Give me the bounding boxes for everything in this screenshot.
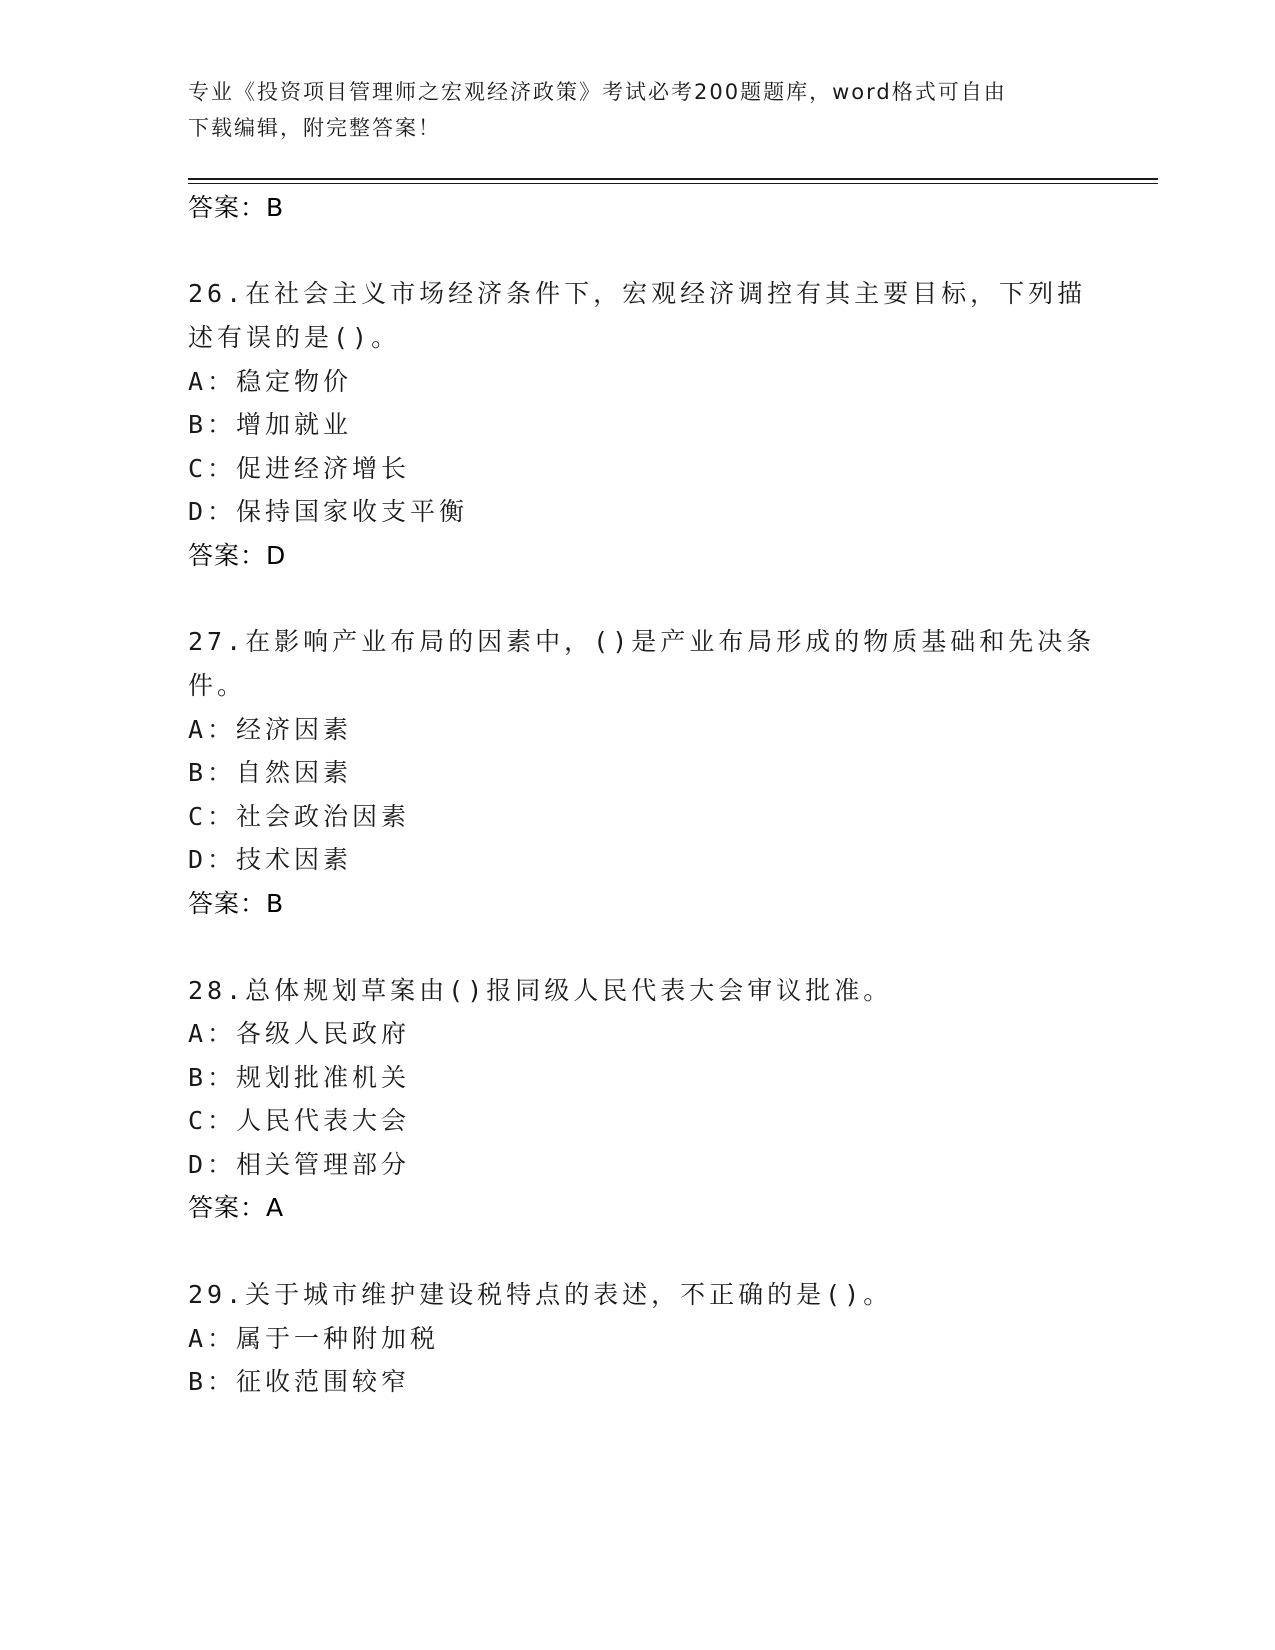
header-rule-thick	[188, 178, 1158, 180]
question-27-option-b: B：自然因素	[188, 758, 353, 787]
question-28-option-b: B：规划批准机关	[188, 1063, 411, 1092]
question-28-option-c: C：人民代表大会	[188, 1106, 411, 1135]
question-26-option-d: D：保持国家收支平衡	[188, 497, 469, 526]
question-28-answer: 答案：A	[188, 1193, 285, 1222]
question-27-option-a: A：经济因素	[188, 715, 353, 744]
question-29-option-b: B：征收范围较窄	[188, 1367, 411, 1396]
header-rule-thin	[188, 183, 1158, 184]
question-26-option-c: C：促进经济增长	[188, 454, 411, 483]
header-line-2: 下载编辑，附完整答案！	[188, 116, 441, 140]
question-29-option-a: A：属于一种附加税	[188, 1324, 440, 1353]
question-26-stem-line-2: 述有误的是()。	[188, 323, 401, 352]
question-26-stem-line-1: 26.在社会主义市场经济条件下，宏观经济调控有其主要目标，下列描	[188, 279, 1087, 308]
question-28-stem-line-1: 28.总体规划草案由()报同级人民代表大会审议批准。	[188, 976, 893, 1005]
page-header	[188, 74, 1088, 146]
question-27-option-d: D：技术因素	[188, 845, 353, 874]
question-27-stem-line-1: 27.在影响产业布局的因素中，()是产业布局形成的物质基础和先决条	[188, 627, 1096, 656]
question-28-option-a: A：各级人民政府	[188, 1019, 411, 1048]
question-27-option-c: C：社会政治因素	[188, 802, 411, 831]
question-27-stem-line-2: 件。	[188, 671, 247, 700]
question-26-answer: 答案：D	[188, 541, 287, 570]
question-27-answer: 答案：B	[188, 889, 285, 918]
question-26-option-a: A：稳定物价	[188, 367, 353, 396]
question-26-option-b: B：增加就业	[188, 410, 353, 439]
question-29-stem-line-1: 29.关于城市维护建设税特点的表述，不正确的是()。	[188, 1280, 893, 1309]
header-line-1: 专业《投资项目管理师之宏观经济政策》考试必考200题题库，word格式可自由	[188, 80, 1007, 104]
question-28-option-d: D：相关管理部分	[188, 1150, 411, 1179]
answer-previous: 答案：B	[188, 193, 285, 222]
